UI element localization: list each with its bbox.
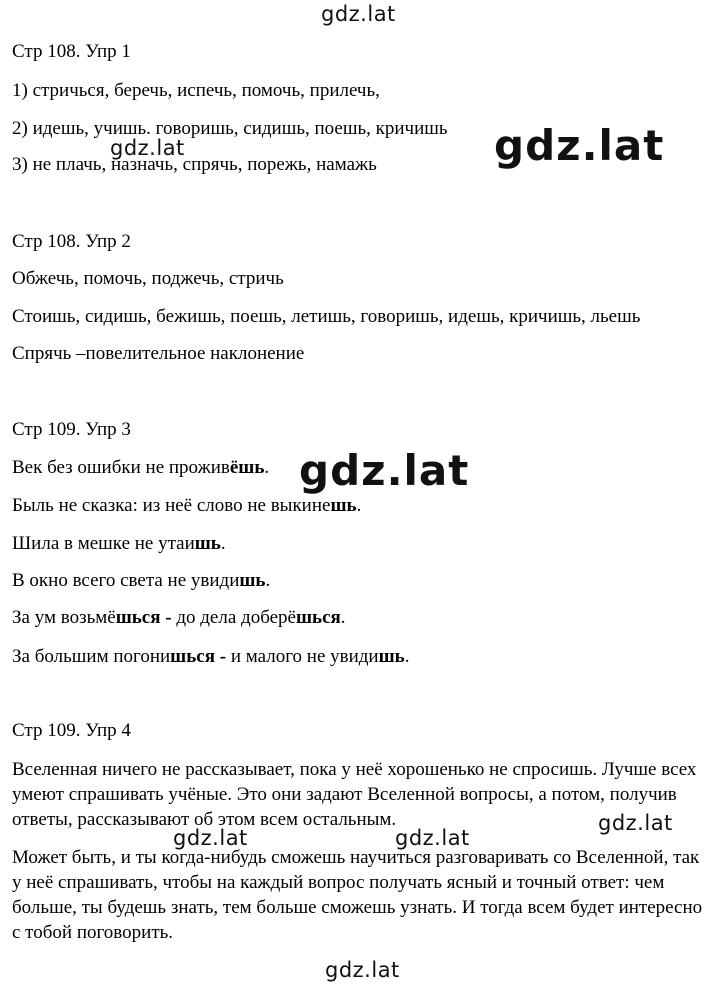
watermark: gdz.lat xyxy=(110,136,185,160)
ex1-line-1: 1) стричься, беречь, испечь, помочь, прилечь, xyxy=(12,80,380,101)
watermark: gdz.lat xyxy=(494,121,665,170)
ex1-line-2: 2) идешь, учишь. говоришь, сидишь, поешь, кричишь xyxy=(12,118,448,139)
watermark: gdz.lat xyxy=(598,811,673,835)
ex1-heading: Стр 108. Упр 1 xyxy=(12,41,131,62)
watermark: gdz.lat xyxy=(395,826,470,850)
proverb-1: Век без ошибки не проживёшь. xyxy=(12,457,270,478)
ex2-line-2: Стоишь, сидишь, бежишь, поешь, летишь, говоришь, идешь, кричишь, льешь xyxy=(12,306,641,327)
watermark: gdz.lat xyxy=(325,958,400,982)
watermark: gdz.lat xyxy=(173,826,248,850)
proverb-5: За ум возьмёшься - до дела доберёшься. xyxy=(12,607,346,628)
ex3-heading: Стр 109. Упр 3 xyxy=(12,419,131,440)
ex4-paragraph-1: Вселенная ничего не рассказывает, пока у неё хорошенько не спросишь. Лучше всех умеют спрашивать учёные. Это они задают Вселенной вопросы, а потом, получив ответы, рассказывают об этом всем остальным. xyxy=(12,759,697,830)
ex2-heading: Стр 108. Упр 2 xyxy=(12,231,131,252)
proverb-4: В окно всего света не увидишь. xyxy=(12,570,271,591)
proverb-2: Быль не сказка: из неё слово не выкинешь. xyxy=(12,495,362,516)
watermark: gdz.lat xyxy=(299,446,470,495)
ex2-line-1: Обжечь, помочь, поджечь, стричь xyxy=(12,268,284,289)
proverb-3: Шила в мешке не утаишь. xyxy=(12,533,226,554)
ex4-heading: Стр 109. Упр 4 xyxy=(12,720,131,741)
proverb-6: За большим погонишься - и малого не увидишь. xyxy=(12,646,410,667)
watermark: gdz.lat xyxy=(321,2,396,26)
ex1-line-3: 3) не плачь, назначь, спрячь, порежь, намажь xyxy=(12,154,377,175)
ex2-line-3: Спрячь –повелительное наклонение xyxy=(12,343,305,364)
ex4-paragraph-2: Может быть, и ты когда-нибудь сможешь научиться разговаривать со Вселенной, так у неё спрашивать, чтобы на каждый вопрос получать ясный и точный ответ: чем больше, ты будешь знать, тем больше сможешь узнать. И тогда всем будет интересно с тобой поговорить. xyxy=(12,847,703,943)
